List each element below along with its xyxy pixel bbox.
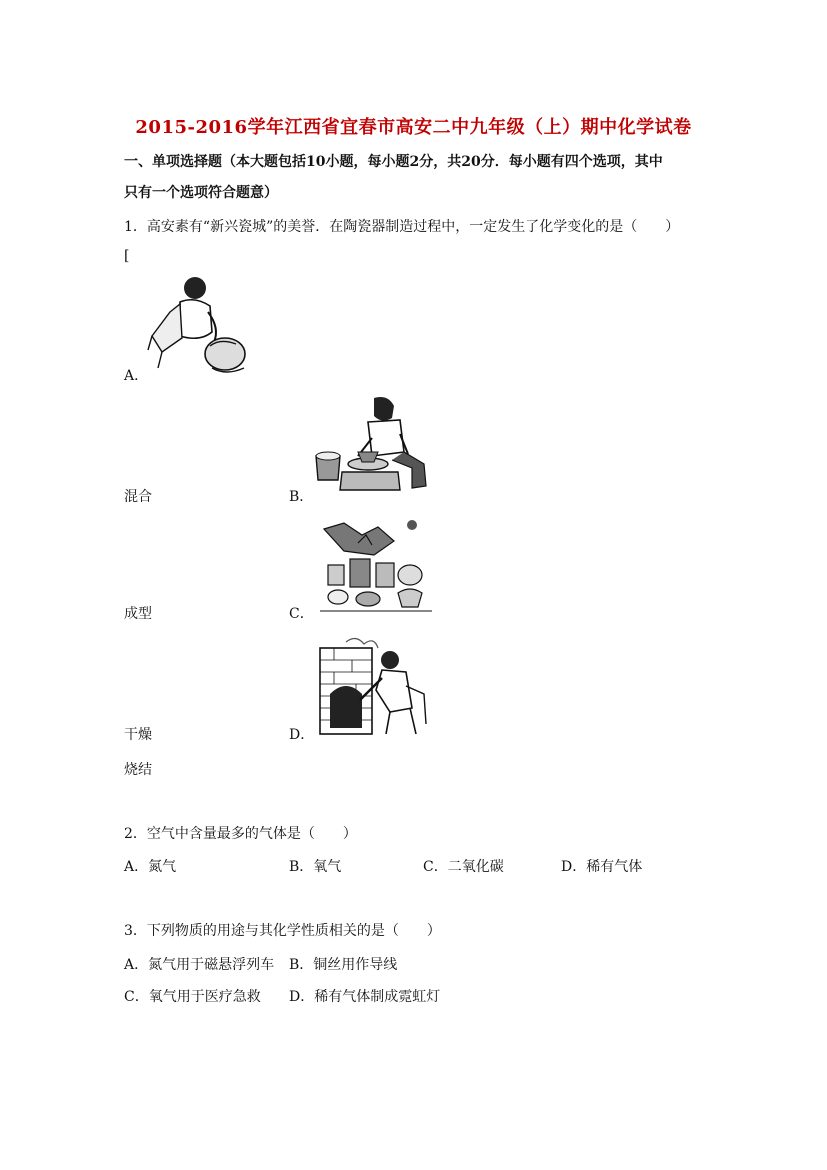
section-heading-line1: 一、单项选择题（本大题包括10小题，每小题2分，共20分．每小题有四个选项，其中 xyxy=(124,154,663,170)
question-3-stem: 3．下列物质的用途与其化学性质相关的是（ ） xyxy=(124,923,441,939)
question-2-option-d: D．稀有气体 xyxy=(561,859,643,875)
question-2-option-b: B．氧气 xyxy=(289,859,342,875)
kiln-firing-illustration xyxy=(316,634,434,738)
worker-kneading-clay-illustration xyxy=(140,272,252,378)
potter-wheel-illustration xyxy=(312,394,434,496)
question-2-option-a: A．氮气 xyxy=(124,859,177,875)
question-1-stem: 1．高安素有“新兴瓷城”的美誉．在陶瓷器制造过程中，一定发生了化学变化的是（ ） xyxy=(124,219,680,235)
question-2-stem: 2．空气中含量最多的气体是（ ） xyxy=(124,826,357,842)
option-a-letter: A． xyxy=(124,368,149,384)
option-c-letter: C． xyxy=(289,606,314,622)
option-b-letter: B． xyxy=(289,489,314,505)
option-c-text: 干燥 xyxy=(124,727,152,743)
question-3-option-b: B．铜丝用作导线 xyxy=(289,957,398,973)
option-b-text: 成型 xyxy=(124,606,152,622)
option-a-text: 混合 xyxy=(124,489,152,505)
question-3-option-d: D．稀有气体制成霓虹灯 xyxy=(289,989,441,1005)
option-d-letter: D． xyxy=(289,727,315,743)
drying-pottery-illustration xyxy=(314,515,438,619)
section-heading-line2: 只有一个选项符合题意） xyxy=(124,185,278,201)
question-3-option-a: A．氮气用于磁悬浮列车 xyxy=(124,957,275,973)
question-2-option-c: C．二氧化碳 xyxy=(423,859,504,875)
question-3-option-c: C．氧气用于医疗急救 xyxy=(124,989,261,1005)
question-1-bracket: [ xyxy=(124,248,130,264)
option-d-text: 烧结 xyxy=(124,762,152,778)
document-title: 2015-2016学年江西省宜春市高安二中九年级（上）期中化学试卷 xyxy=(135,117,692,138)
